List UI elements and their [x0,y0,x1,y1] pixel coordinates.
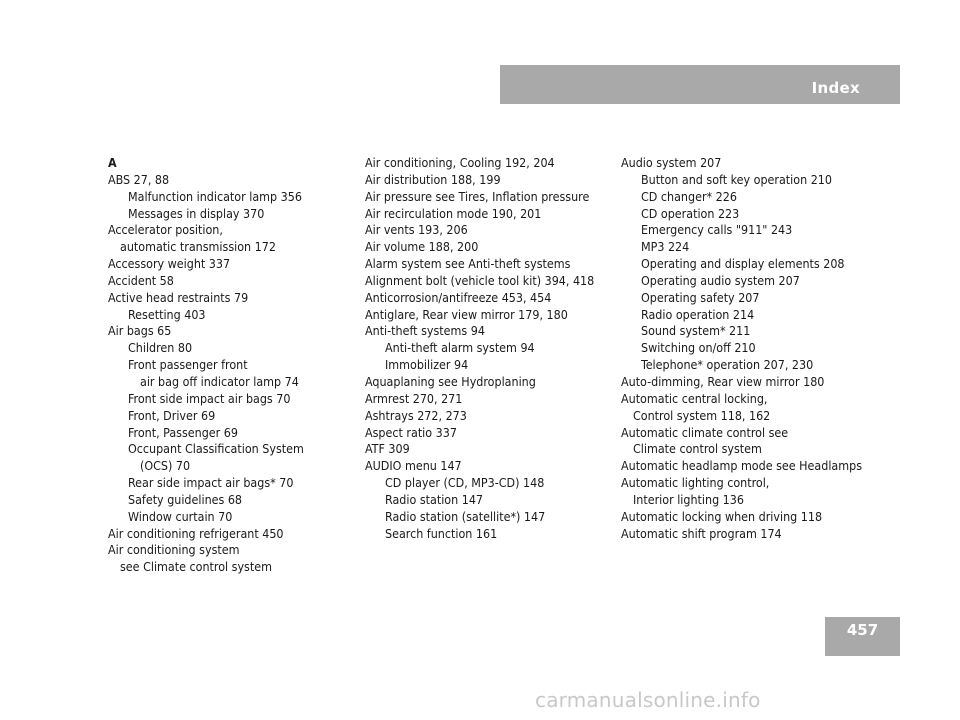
index-entry: Anti-theft alarm system 94 [385,340,535,356]
index-entry: Automatic shift program 174 [621,525,782,541]
index-entry: Button and soft key operation 210 [641,171,832,187]
index-entry: Window curtain 70 [128,508,233,524]
index-column-1 [108,155,358,576]
header-bar [500,65,900,104]
index-entry: Air conditioning, Cooling 192, 204 [365,155,555,170]
index-entry: air bag off indicator lamp 74 [140,373,299,389]
index-entry: Children 80 [128,340,193,356]
index-entry: Air pressure see Tires, Inflation pressure [365,188,590,204]
index-entry: Radio operation 214 [641,306,755,322]
index-entry: Radio station 147 [385,491,484,507]
index-entry: AUDIO menu 147 [365,458,462,474]
index-entry: Automatic central locking, [621,390,768,406]
page-number: 457 [846,621,879,639]
index-entry: Control system 118, 162 [633,407,771,423]
index-entry: Air conditioning system [108,542,240,558]
index-entry: Accident 58 [108,272,174,288]
index-entry: Ashtrays 272, 273 [365,407,467,423]
index-entry: ATF 309 [365,441,410,457]
index-entry: Air vents 193, 206 [365,222,468,238]
index-letter-heading: A [108,155,117,170]
index-entry: Messages in display 370 [128,205,265,221]
index-entry: Alarm system see Anti-theft systems [365,256,571,272]
index-entry: Operating audio system 207 [641,272,800,288]
index-entry: Occupant Classification System [128,441,304,457]
index-entry: Air bags 65 [108,323,172,339]
index-entry: Automatic headlamp mode see Headlamps [621,458,863,474]
index-entry: Anti-theft systems 94 [365,323,485,339]
index-entry: Front, Passenger 69 [128,424,238,440]
index-entry: CD changer* 226 [641,188,737,204]
index-entry: Alignment bolt (vehicle tool kit) 394, 418 [365,272,595,288]
index-entry: CD operation 223 [641,205,740,221]
page-number-box [825,617,900,656]
index-entry: see Climate control system [120,559,272,575]
index-entry: Emergency calls "911" 243 [641,222,793,238]
index-entry: Automatic locking when driving 118 [621,508,823,524]
index-entry: Air distribution 188, 199 [365,171,501,187]
index-entry: Automatic lighting control, [621,475,770,491]
index-entry: Front side impact air bags 70 [128,390,291,406]
index-entry: Malfunction indicator lamp 356 [128,188,302,204]
index-entry: Radio station (satellite*) 147 [385,508,546,524]
index-entry: Accessory weight 337 [108,256,231,272]
index-column-2 [365,155,615,542]
index-entry: Climate control system [633,441,762,457]
index-entry: Accelerator position, [108,222,223,238]
index-entry: Front passenger front [128,357,248,373]
index-entry: MP3 224 [641,239,690,255]
index-entry: Audio system 207 [621,155,722,170]
index-entry: Antiglare, Rear view mirror 179, 180 [365,306,568,322]
index-entry: Air conditioning refrigerant 450 [108,525,284,541]
index-entry: Aquaplaning see Hydroplaning [365,373,536,389]
index-entry: Search function 161 [385,525,498,541]
watermark-text: carmanualsonline.info [535,688,761,712]
index-entry: Aspect ratio 337 [365,424,457,440]
index-entry: Automatic climate control see [621,424,789,440]
index-entry: Air volume 188, 200 [365,239,479,255]
index-entry: Operating and display elements 208 [641,256,845,272]
index-entry: Active head restraints 79 [108,289,249,305]
index-entry: Telephone* operation 207, 230 [641,357,814,373]
index-entry: (OCS) 70 [140,458,191,474]
index-entry: Interior lighting 136 [633,491,744,507]
index-entry: CD player (CD, MP3-CD) 148 [385,475,545,491]
index-column-3 [621,155,871,542]
index-entry: Immobilizer 94 [385,357,469,373]
index-entry: Air recirculation mode 190, 201 [365,205,542,221]
index-entry: Switching on/off 210 [641,340,756,356]
index-entry: Anticorrosion/antifreeze 453, 454 [365,289,552,305]
page-title: Index [811,79,860,97]
index-entry: Operating safety 207 [641,289,760,305]
index-entry: Safety guidelines 68 [128,491,243,507]
index-entry: ABS 27, 88 [108,171,170,187]
index-entry: Front, Driver 69 [128,407,216,423]
index-entry: Resetting 403 [128,306,206,322]
index-entry: automatic transmission 172 [120,239,276,255]
index-entry: Auto-dimming, Rear view mirror 180 [621,373,825,389]
index-entry: Armrest 270, 271 [365,390,463,406]
index-entry: Rear side impact air bags* 70 [128,475,294,491]
index-entry: Sound system* 211 [641,323,751,339]
